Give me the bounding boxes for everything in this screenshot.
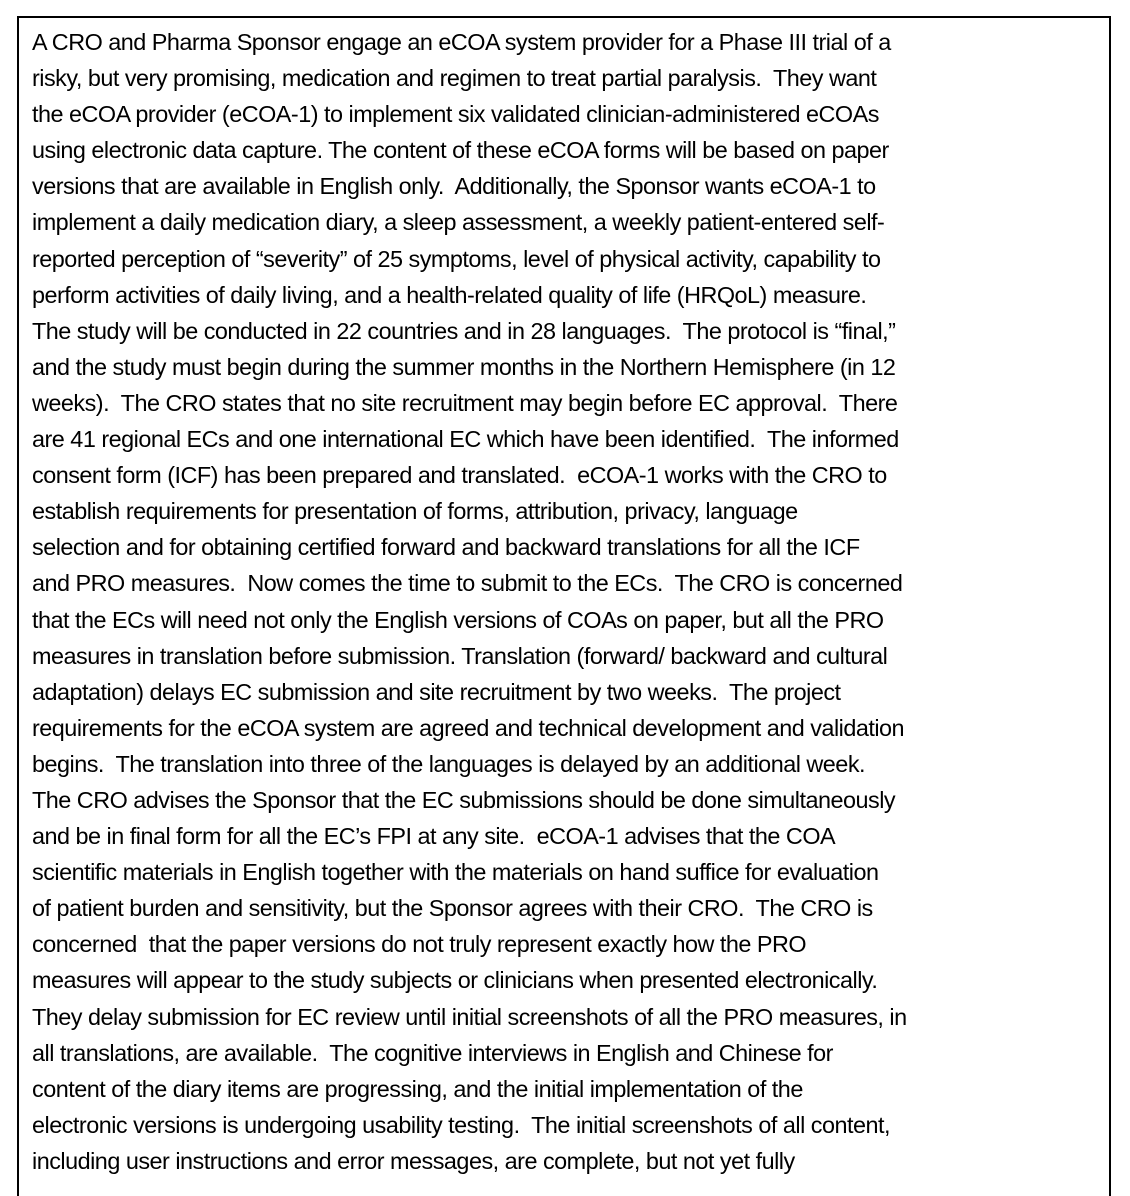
text-line: They delay submission for EC review until initial screenshots of all the PRO measures, in: [32, 1003, 907, 1030]
text-line: requirements for the eCOA system are agreed and technical development and validation: [32, 714, 905, 741]
text-line: risky, but very promising, medication and regimen to treat partial paralysis. They want: [32, 65, 877, 92]
text-line: The CRO advises the Sponsor that the EC submissions should be done simultaneously: [32, 786, 896, 813]
text-line: implement a daily medication diary, a sleep assessment, a weekly patient-entered self-: [32, 209, 885, 236]
text-line: scientific materials in English together with the materials on hand suffice for evaluation: [32, 859, 879, 886]
text-line: measures will appear to the study subjects or clinicians when presented electronically.: [32, 967, 878, 994]
text-line: and PRO measures. Now comes the time to submit to the ECs. The CRO is concerned: [32, 570, 903, 597]
text-line: consent form (ICF) has been prepared and translated. eCOA-1 works with the CRO to: [32, 462, 887, 489]
text-line: are 41 regional ECs and one international EC which have been identified. The informed: [32, 426, 899, 453]
text-line: all translations, are available. The cognitive interviews in English and Chinese for: [32, 1039, 833, 1066]
text-line: concerned that the paper versions do not truly represent exactly how the PRO: [32, 931, 807, 958]
text-line: that the ECs will need not only the English versions of COAs on paper, but all the PRO: [32, 606, 884, 633]
text-line: adaptation) delays EC submission and site recruitment by two weeks. The project: [32, 678, 841, 705]
text-line: A CRO and Pharma Sponsor engage an eCOA system provider for a Phase III trial of a: [32, 29, 891, 55]
text-line: versions that are available in English only. Additionally, the Sponsor wants eCOA-1 to: [32, 173, 876, 200]
scenario-text-box: [17, 16, 1111, 1196]
text-line: and the study must begin during the summer months in the Northern Hemisphere (in 12: [32, 353, 896, 380]
text-line: weeks). The CRO states that no site recruitment may begin before EC approval. There: [32, 389, 898, 416]
text-line: begins. The translation into three of the languages is delayed by an additional week.: [32, 750, 866, 777]
text-line: of patient burden and sensitivity, but the Sponsor agrees with their CRO. The CRO is: [32, 895, 873, 922]
text-line: using electronic data capture. The content of these eCOA forms will be based on paper: [32, 137, 889, 164]
text-line: perform activities of daily living, and a health-related quality of life (HRQoL) measure.: [32, 281, 867, 308]
text-line: establish requirements for presentation of forms, attribution, privacy, language: [32, 498, 798, 525]
text-line: including user instructions and error messages, are complete, but not yet fully: [32, 1147, 795, 1174]
text-line: the eCOA provider (eCOA-1) to implement six validated clinician-administered eCOAs: [32, 101, 879, 128]
text-line: selection and for obtaining certified forward and backward translations for all the ICF: [32, 534, 860, 561]
text-line: measures in translation before submission. Translation (forward/ backward and cultural: [32, 642, 888, 669]
text-line: and be in final form for all the EC’s FPI at any site. eCOA-1 advises that the COA: [32, 823, 836, 850]
text-line: The study will be conducted in 22 countries and in 28 languages. The protocol is “final,”: [32, 317, 896, 344]
text-line: content of the diary items are progressing, and the initial implementation of the: [32, 1075, 803, 1102]
text-line: electronic versions is undergoing usability testing. The initial screenshots of all content,: [32, 1111, 890, 1138]
text-line: reported perception of “severity” of 25 symptoms, level of physical activity, capability to: [32, 245, 881, 272]
